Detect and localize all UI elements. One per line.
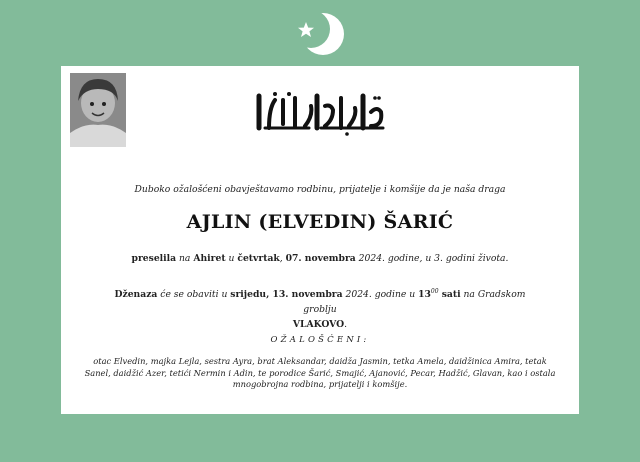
intro-text: Duboko ožalošćeni obavještavamo rodbinu, prijatelje i komšije da je naša draga (134, 184, 506, 195)
passed-u: u (225, 253, 238, 264)
dzenaza-text2: 2024. godine u (342, 289, 419, 300)
dzenaza-text1: će se obaviti (157, 289, 222, 300)
deceased-name: AJLIN (ELVEDIN) ŠARIĆ (186, 211, 454, 233)
dzenaza-end: . (344, 319, 348, 330)
crescent-star-icon (290, 6, 350, 62)
mourners-list: otac Elvedin, majka Lejla, sestra Ayra, brat Aleksandar, daidža Jasmin, tetka Amela, daidžinica Amira, tetak Sanel, daidžić Azer, tetići Nermin i Adin, te porodice Šarić, Smajić, Ajanović, Pecar, Hadžić, Glavan, kao i ostala mnogobrojna rodbina, prijatelji i komšije. (84, 356, 556, 389)
passed-verb: preselila (131, 253, 177, 264)
portrait-photo (70, 73, 126, 147)
dzenaza-hour: 13 (418, 289, 431, 300)
passed-place: Ahiret (193, 253, 226, 264)
dzenaza-day: srijedu, 13. novembra (230, 289, 343, 300)
passed-na: na (176, 253, 194, 264)
arabic-calligraphy (251, 86, 391, 136)
passed-date: 07. novembra (285, 253, 356, 264)
dzenaza-u: u (221, 289, 231, 300)
mourners-title: OŽALOŠĆENI: (270, 335, 370, 345)
dzenaza-minutes: 00 (430, 288, 439, 295)
obituary-card (61, 66, 579, 414)
passed-away-line (61, 253, 579, 264)
dzenaza-sati: sati (438, 289, 461, 300)
dzenaza-line (101, 284, 539, 332)
dzenaza-label: Dženaza (114, 289, 158, 300)
passed-comma: , (279, 253, 286, 264)
passed-day: četvrtak (237, 253, 280, 264)
dzenaza-place: VLAKOVO (292, 319, 345, 330)
dzenaza-text3: na Gradskom groblju (303, 289, 526, 315)
passed-rest: 2024. godine, u 3. godini života. (355, 253, 509, 264)
